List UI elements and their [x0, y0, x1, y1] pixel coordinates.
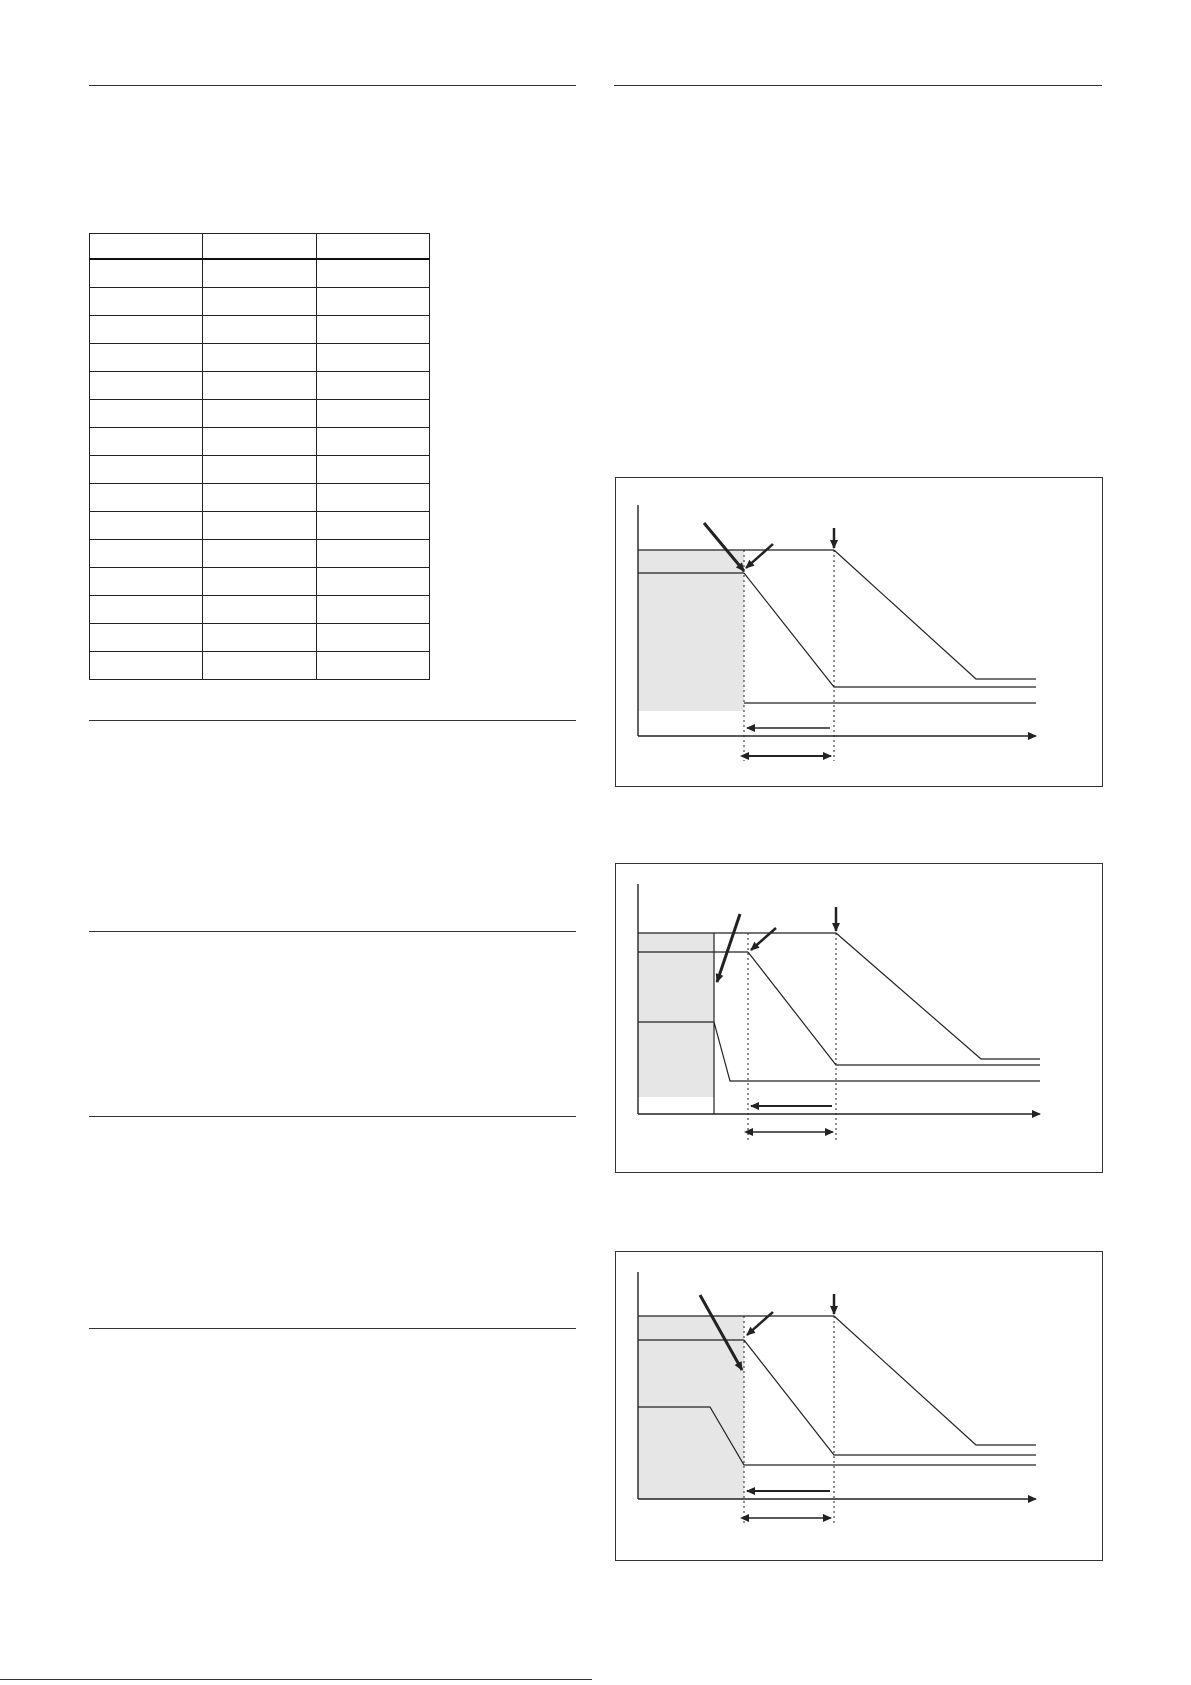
section-rule — [89, 931, 576, 932]
arrow-small-right — [746, 544, 773, 568]
table-header-row — [90, 234, 430, 260]
lower-drop-curve — [714, 1022, 1040, 1081]
parameter-table — [89, 233, 430, 680]
left-column-top-rule — [89, 85, 576, 86]
arrow-large-left — [717, 914, 740, 982]
table-row — [90, 400, 430, 428]
section-rule — [89, 1328, 576, 1329]
table-row — [90, 624, 430, 652]
decay-curve-1 — [744, 1340, 1036, 1455]
envelope-diagram-3 — [615, 1251, 1103, 1561]
shaded-region — [638, 550, 744, 711]
diagram-1-canvas — [616, 478, 1102, 786]
section-rule — [89, 1116, 576, 1117]
table-header-cell — [203, 234, 316, 260]
table-header-cell — [316, 234, 429, 260]
table-row — [90, 568, 430, 596]
table-row — [90, 540, 430, 568]
shaded-region — [638, 933, 714, 1097]
release-curve — [836, 933, 1040, 1059]
table-row — [90, 316, 430, 344]
section-rule — [89, 720, 576, 721]
table-row — [90, 484, 430, 512]
table-row — [90, 428, 430, 456]
table-row — [90, 652, 430, 680]
release-curve — [834, 1316, 1036, 1445]
release-curve — [834, 550, 1036, 679]
table-header-cell — [90, 234, 203, 260]
table-row — [90, 512, 430, 540]
table-row — [90, 596, 430, 624]
diagram-3-canvas — [616, 1252, 1102, 1560]
table-row — [90, 372, 430, 400]
envelope-diagram-2 — [615, 863, 1103, 1173]
arrow-small-right — [751, 928, 776, 950]
decay-curve-1 — [744, 573, 1036, 687]
envelope-diagram-1 — [615, 477, 1103, 787]
table-row — [90, 344, 430, 372]
decay-curve-1 — [748, 952, 1040, 1065]
diagram-2-canvas — [616, 864, 1102, 1172]
right-column-top-rule — [614, 85, 1102, 86]
table-row — [90, 288, 430, 316]
table-row — [90, 456, 430, 484]
page-bottom-rule — [0, 1679, 592, 1680]
table-row — [90, 259, 430, 288]
